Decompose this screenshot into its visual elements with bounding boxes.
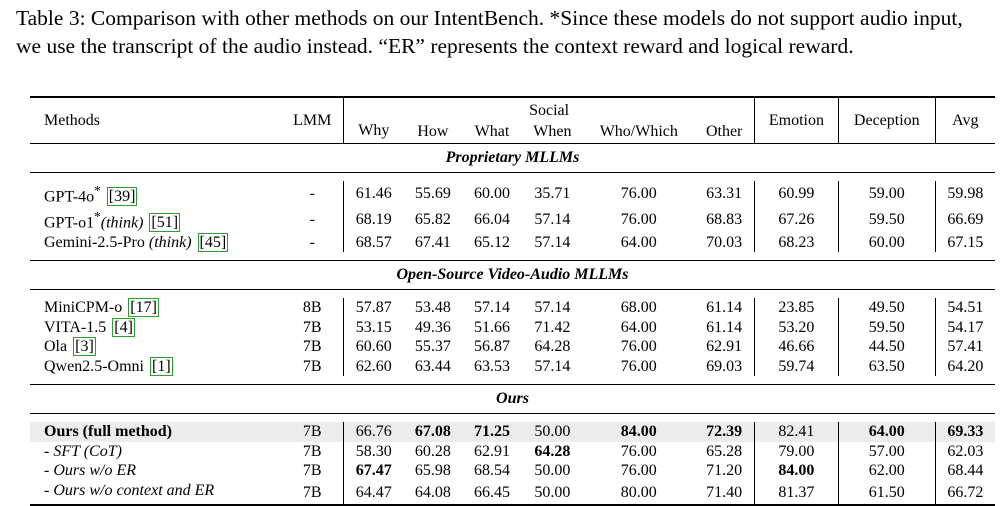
method-name: VITA-1.5 [4]: [44, 318, 133, 336]
method-name: - SFT (CoT): [44, 442, 122, 460]
method-name: GPT-4o* [39]: [44, 183, 136, 206]
header-avg: Avg: [935, 97, 995, 144]
citation-link[interactable]: [1]: [151, 357, 171, 375]
table-row: - Ours w/o context and ER 7B 64.47 64.08 66.45 50.00 80.00 71.40 81.37 61.50 66.72: [30, 481, 995, 506]
group-label: Ours: [30, 385, 995, 414]
group-proprietary: [30, 144, 995, 173]
citation-link[interactable]: [39]: [108, 188, 136, 206]
table-row: Qwen2.5-Omni [1] 7B 62.60 63.44 63.53 57.14 76.00 69.03 59.74 63.50 64.20: [30, 357, 995, 377]
table-row: - Ours w/o ER 7B 67.47 65.98 68.54 50.00 76.00 71.20 84.00 62.00 68.44: [30, 461, 995, 481]
table-row: MiniCPM-o [17] 8B 57.87 53.48 57.14 57.14 68.00 61.14 23.85 49.50 54.51: [30, 298, 995, 318]
table-row: GPT-o1*(think) [51] - 68.19 65.82 66.04 57.14 76.00 68.83 67.26 59.50 66.69: [30, 207, 995, 233]
method-name: MiniCPM-o [17]: [44, 299, 157, 317]
method-name: Ola [3]: [44, 338, 94, 356]
citation-link[interactable]: [3]: [75, 338, 94, 356]
header-when: When: [522, 121, 584, 144]
header-social: Social: [344, 97, 755, 121]
method-name: GPT-o1*(think) [51]: [44, 208, 179, 232]
header-methods: Methods: [30, 97, 281, 144]
table-row: GPT-4o* [39] - 61.46 55.69 60.00 35.71 76.00 63.31 60.99 59.00 59.98: [30, 181, 995, 207]
citation-link[interactable]: [4]: [114, 318, 133, 336]
group-label: Proprietary MLLMs: [30, 144, 995, 173]
citation-link[interactable]: [45]: [199, 233, 227, 251]
method-name: Gemini-2.5-Pro (think) [45]: [44, 233, 227, 251]
group-open-source: [30, 261, 995, 290]
comparison-table: [30, 96, 995, 506]
citation-link[interactable]: [51]: [151, 214, 179, 232]
method-name: - Ours w/o ER: [44, 462, 136, 480]
method-name: Qwen2.5-Omni [1]: [44, 357, 171, 375]
table-row: Gemini-2.5-Pro (think) [45] - 68.57 67.41 65.12 57.14 64.00 70.03 68.23 60.00 67.15: [30, 233, 995, 253]
group-label: Open-Source Video-Audio MLLMs: [30, 261, 995, 290]
header-emotion: Emotion: [755, 97, 839, 144]
header-deception: Deception: [838, 97, 935, 144]
citation-link[interactable]: [17]: [130, 299, 157, 317]
group-ours: [30, 385, 995, 414]
table-row: Ola [3] 7B 60.60 55.37 56.87 64.28 76.00 62.91 46.66 44.50 57.41: [30, 337, 995, 357]
header-row-top: [30, 97, 995, 121]
header-lmm: LMM: [281, 97, 343, 144]
table-row-highlight: Ours (full method) 7B 66.76 67.08 71.25 50.00 84.00 72.39 82.41 64.00 69.33: [30, 422, 995, 442]
method-name: - Ours w/o context and ER: [30, 481, 281, 506]
header-who-which: Who/Which: [583, 121, 694, 144]
method-name: Ours (full method): [30, 422, 281, 442]
header-why: Why: [344, 121, 404, 144]
table-row: VITA-1.5 [4] 7B 53.15 49.36 51.66 71.42 64.00 61.14 53.20 59.50 54.17: [30, 318, 995, 338]
header-other: Other: [694, 121, 754, 144]
table-row: - SFT (CoT) 7B 58.30 60.28 62.91 64.28 76.00 65.28 79.00 57.00 62.03: [30, 442, 995, 462]
table-caption: Table 3: Comparison with other methods on our IntentBench. *Since these models do not support audio input, we use the transcript of the audio instead. “ER” represents the context reward and logical reward.: [16, 6, 963, 58]
header-what: What: [462, 121, 521, 144]
header-how: How: [403, 121, 462, 144]
